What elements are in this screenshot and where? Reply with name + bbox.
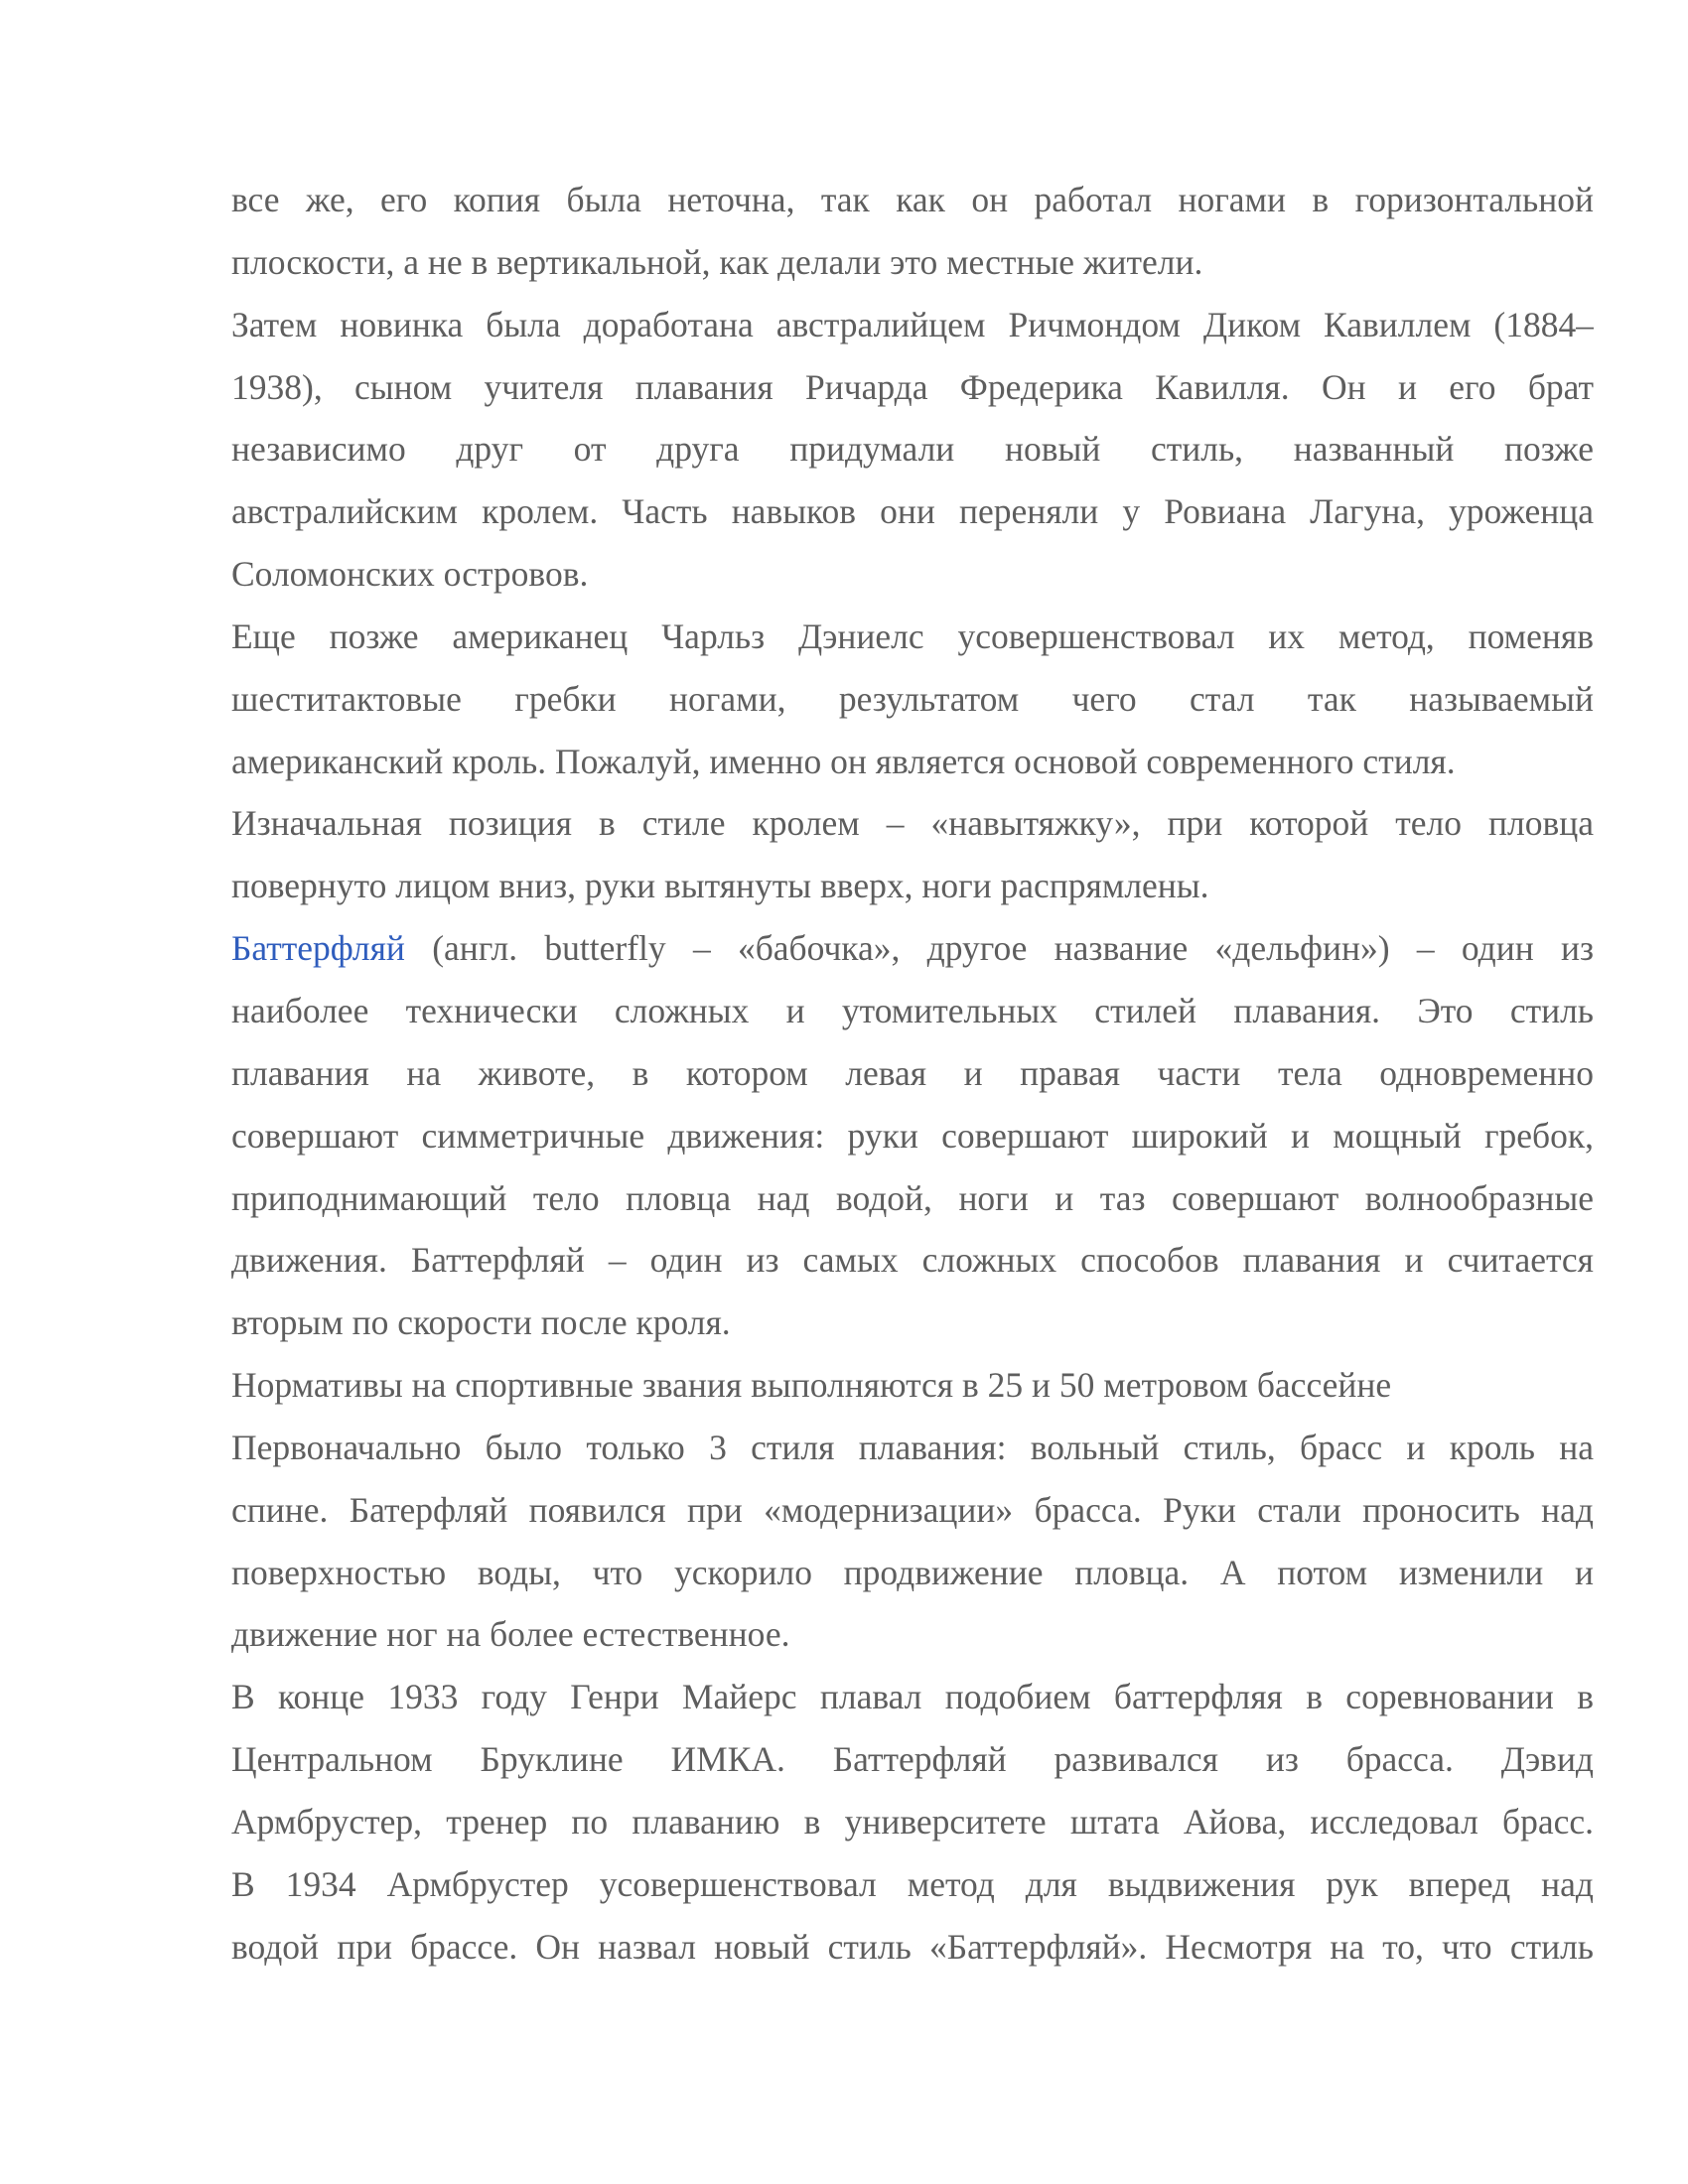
line-text: повернуто лицом вниз, руки вытянуты вверх, ноги распрямлены. <box>231 866 1209 906</box>
butterfly-link[interactable]: Баттерфляй <box>231 928 405 969</box>
line-text: Затем новинка была доработана австралийцем Ричмондом Диком Кавиллем (1884– <box>231 304 1594 344</box>
text-line <box>231 1479 1594 1542</box>
text-line <box>231 731 1594 793</box>
line-text: американский кроль. Пожалуй, именно он является основой современного стиля. <box>231 741 1456 781</box>
text-line <box>231 480 1594 543</box>
line-text: (англ. butterfly – «бабочка», другое название «дельфин») – один из <box>404 928 1594 969</box>
text-line <box>231 1791 1594 1853</box>
text-line <box>231 294 1594 356</box>
line-text: В конце 1933 году Генри Майерс плавал подобием баттерфляя в соревновании в <box>231 1677 1594 1717</box>
line-text: плоскости, а не в вертикальной, как делали это местные жители. <box>231 241 1203 282</box>
line-text: шеститактовые гребки ногами, результатом чего стал так называемый <box>231 678 1594 719</box>
text-line <box>231 356 1594 419</box>
line-text: совершают симметричные движения: руки совершают широкий и мощный гребок, <box>231 1115 1594 1156</box>
text-line <box>231 1167 1594 1230</box>
text-line <box>231 917 1594 980</box>
line-text: все же, его копия была неточна, так как он работал ногами в горизонтальной <box>231 180 1594 219</box>
text-line <box>231 1916 1594 1979</box>
text-line <box>231 1728 1594 1791</box>
line-text: Еще позже американец Чарльз Дэниелс усовершенствовал их метод, поменяв <box>231 615 1594 656</box>
text-line <box>231 169 1594 231</box>
text-line <box>231 1603 1594 1666</box>
text-line <box>231 792 1594 855</box>
line-text: движения. Баттерфляй – один из самых сложных способов плавания и считается <box>231 1240 1594 1281</box>
line-text: Соломонских островов. <box>231 554 589 595</box>
text-line <box>231 606 1594 668</box>
line-text: спине. Батерфляй появился при «модернизации» брасса. Руки стали проносить над <box>231 1489 1594 1530</box>
text-line <box>231 1542 1594 1604</box>
text-line <box>231 980 1594 1042</box>
line-text: вторым по скорости после кроля. <box>231 1302 731 1343</box>
line-text: Первоначально было только 3 стиля плавания: вольный стиль, брасс и кроль на <box>231 1427 1594 1467</box>
line-text: В 1934 Армбрустер усовершенствовал метод для выдвижения рук вперед над <box>231 1863 1594 1904</box>
line-text: независимо друг от друга придумали новый стиль, названный позже <box>231 429 1594 470</box>
text-line <box>231 1105 1594 1167</box>
text-line <box>231 543 1594 606</box>
body-text <box>231 169 1594 1978</box>
line-text: Центральном Бруклине ИМКА. Баттерфляй развивался из брасса. Дэвид <box>231 1739 1594 1780</box>
text-line <box>231 231 1594 294</box>
line-text: Изначальная позиция в стиле кролем – «навытяжку», при которой тело пловца <box>231 803 1594 844</box>
line-text: движение ног на более естественное. <box>231 1614 790 1655</box>
line-text: Нормативы на спортивные звания выполняются в 25 и 50 метровом бассейне <box>231 1365 1392 1406</box>
text-line <box>231 1229 1594 1292</box>
line-text: наиболее технически сложных и утомительных стилей плавания. Это стиль <box>231 990 1594 1030</box>
text-line <box>231 668 1594 731</box>
text-line <box>231 1853 1594 1916</box>
line-text: Армбрустер, тренер по плаванию в университете штата Айова, исследовал брасс. <box>231 1801 1594 1842</box>
text-line <box>231 855 1594 917</box>
text-line <box>231 1666 1594 1728</box>
line-text: поверхностью воды, что ускорило продвижение пловца. А потом изменили и <box>231 1552 1594 1592</box>
line-text: водой при брассе. Он назвал новый стиль «Баттерфляй». Несмотря на то, что стиль <box>231 1926 1594 1967</box>
line-text: 1938), сыном учителя плавания Ричарда Фредерика Кавилля. Он и его брат <box>231 366 1594 407</box>
text-line <box>231 418 1594 480</box>
text-line <box>231 1354 1594 1417</box>
text-line <box>231 1042 1594 1105</box>
line-text: плавания на животе, в котором левая и правая части тела одновременно <box>231 1052 1594 1093</box>
text-line <box>231 1417 1594 1479</box>
line-text: приподнимающий тело пловца над водой, ноги и таз совершают волнообразные <box>231 1177 1594 1218</box>
line-text: австралийским кролем. Часть навыков они переняли у Ровиана Лагуна, уроженца <box>231 491 1594 532</box>
text-line <box>231 1292 1594 1354</box>
